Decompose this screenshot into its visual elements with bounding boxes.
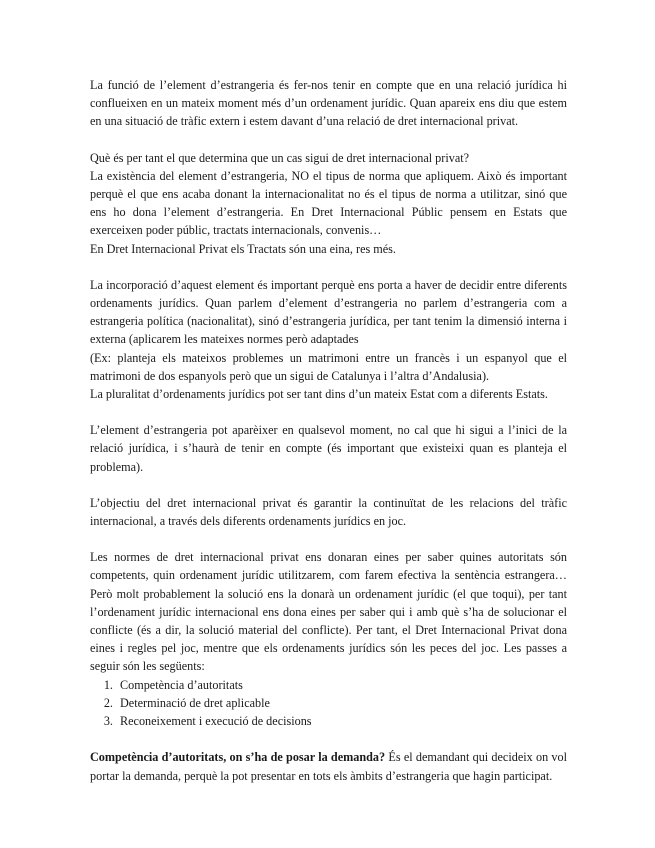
paragraph-element-function: La funció de l’element d’estrangeria és fer-nos tenir en compte que en una relació jurídica hi conflueixen en un mateix moment més d’un ordenament jurídic. Quan apareix ens diu que estem en una situació de tràfic extern i estem davant d’una relació de dret internacional privat. — [90, 78, 567, 129]
paragraph-objective: L’objectiu del dret internacional privat és garantir la continuïtat de les relacions del tràfic internacional, a través dels diferents ordenaments jurídics en joc. — [90, 495, 567, 529]
paragraph-question: Què és per tant el que determina que un cas sigui de dret internacional privat? — [90, 150, 470, 165]
paragraph-appearance: L’element d’estrangeria pot aparèixer en qualsevol moment, no cal que hi sigui a l’inici de la relació jurídica, i s’haurà de tenir en compte (és important que existeixi quan es planteja el problema). — [90, 423, 567, 474]
paragraph-plurality: La pluralitat d’ordenaments jurídics pot ser tant dins d’un mateix Estat com a diferents Estats. — [90, 387, 548, 402]
paragraph-norms: Les normes de dret internacional privat ens donaran eines per saber quines autoritats són competents, quin ordenament jurídic utilitzarem, com farem efectiva la sentència estrangera… Però molt probablement la solució ens la donarà un ordenament jurídic (el que toqui), per tant l’ordenament jurídic internacional ens dona eines per saber qui i amb què s’ha de solucionar el conflicte (és a dir, la solució material del conflicte). Per tant, el Dret Internacional Privat dona eines i regles pel joc, mentre que els ordenaments jurídics són les peces del joc. Les passes a seguir són les següents: — [90, 550, 567, 674]
paragraph-competence — [90, 748, 567, 784]
paragraph-example: (Ex: planteja els mateixos problemes un matrimoni entre un francès i un espanyol que el matrimoni de dos espanyols però que un sigui de Catalunya i l’altra d’Andalusia). — [90, 350, 567, 383]
list-item: 2. Determinació de dret aplicable — [116, 694, 567, 712]
paragraph-treaties-note: En Dret Internacional Privat els Tractats són una eina, res més. — [90, 241, 396, 256]
paragraph-answer: La existència del element d’estrangeria, NO el tipus de norma que apliquem. Això és important perquè el que ens acaba donant la internacionalitat no és el tipus de norma a utilitzar, sinó que ens ho dona l’element d’estrangeria. En Dret Internacional Públic pensem en Estats que exerceixen poder públic, tractats internacionals, convenis… — [90, 168, 567, 238]
section-heading: Competència d’autoritats, on s’ha de posar la demanda? — [90, 750, 386, 765]
steps-list — [90, 676, 567, 731]
list-item: 3. Reconeixement i execució de decisions — [116, 712, 567, 730]
list-item: 1. Competència d’autoritats — [116, 676, 567, 694]
paragraph-incorporation: La incorporació d’aquest element és important perquè ens porta a haver de decidir entre diferents ordenaments jurídics. Quan parlem d’element d’estrangeria no parlem d’estrangeria com a estrangeria política (nacionalitat), sinó d’estrangeria jurídica, per tant tenim la dimensió interna i externa (aplicarem les mateixes normes però adaptades — [90, 277, 567, 347]
paragraph-competence-text: És el demandant qui decideix on vol portar la demanda, perquè la pot presentar en tots els àmbits d’estrangeria que hagin participat. — [90, 750, 567, 783]
